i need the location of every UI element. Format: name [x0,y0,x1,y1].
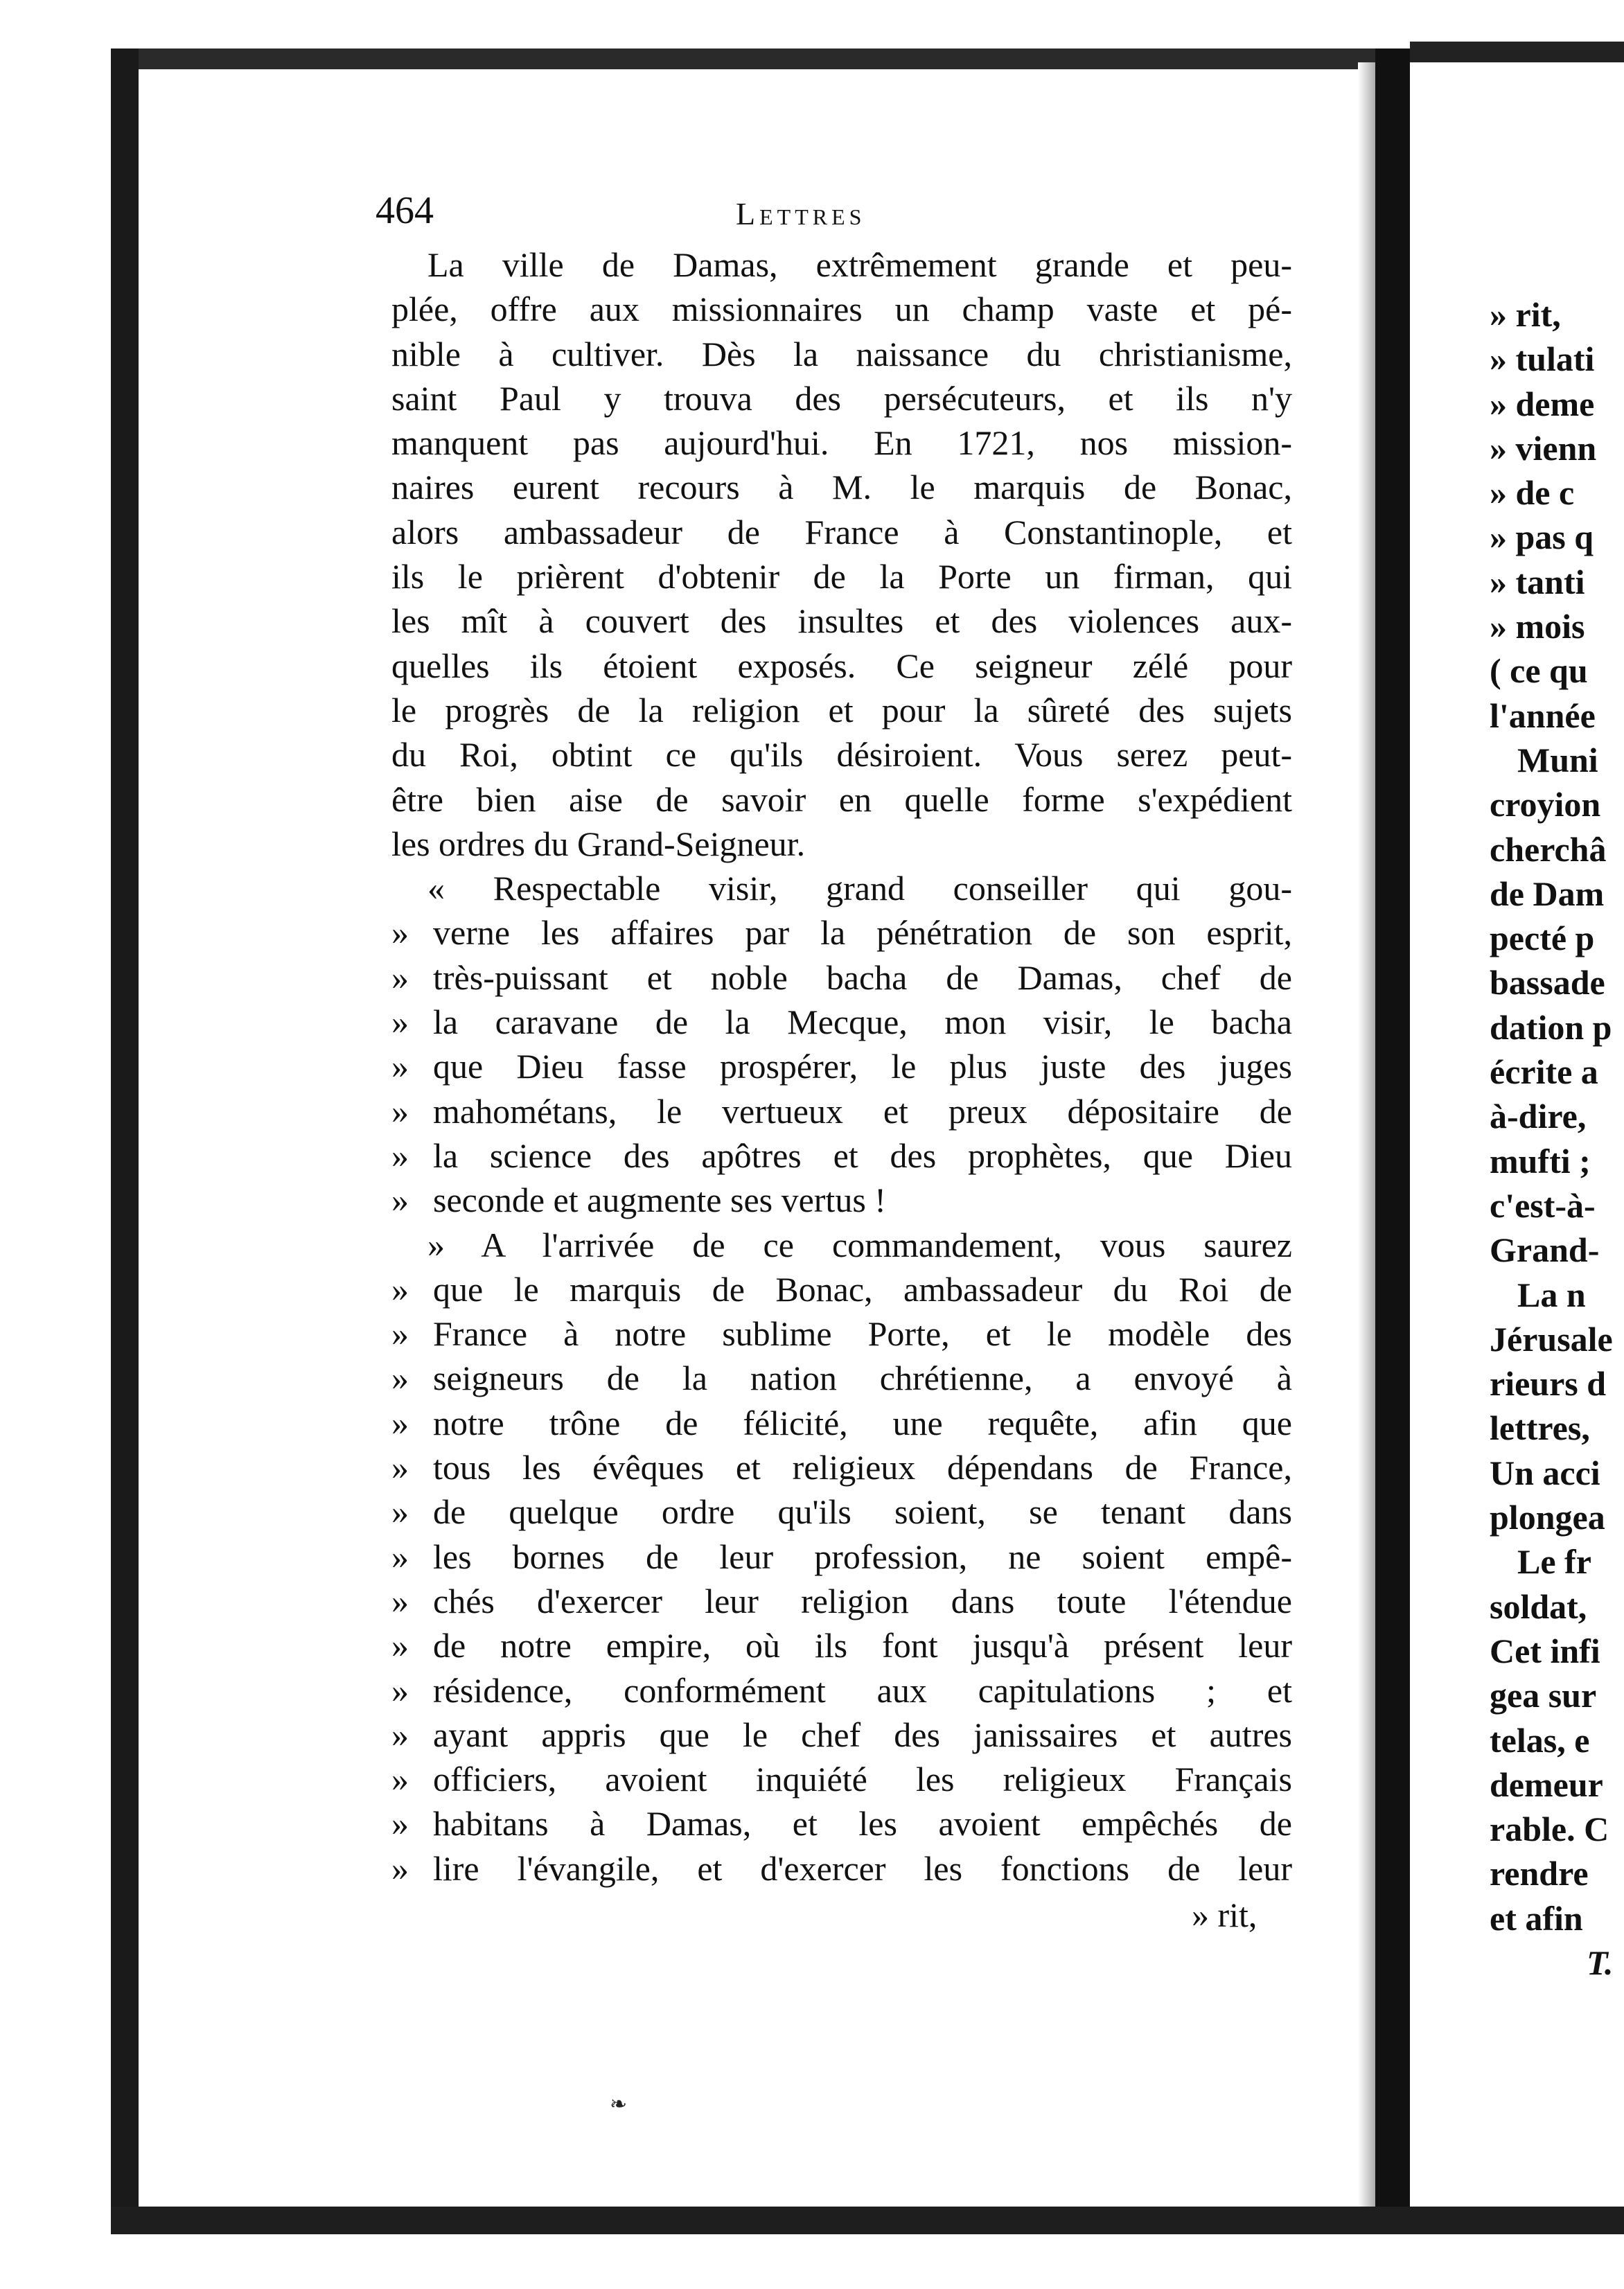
page-header [376,188,1297,244]
ink-mark: ❧ [610,2093,628,2116]
text-line [391,1401,1292,1445]
guillemet: » [391,1135,409,1175]
line-text: tous les évêques et religieux dépendans de France, [433,1448,1292,1487]
guillemet: » [391,913,409,953]
page-number: 464 [376,189,434,232]
text-fragment: plongea [1490,1498,1605,1537]
line-text: la science des apôtres et des prophètes, que Dieu [433,1135,1292,1175]
line-text: de notre empire, où ils font jusqu'à présent leur [433,1626,1292,1665]
right-page-text [1490,292,1624,1985]
text-line: alors ambassadeur de France à Constantinople, et [391,512,1292,551]
text-fragment: lettres, [1490,1408,1590,1448]
right-page [1410,62,1624,2207]
text-line [391,1356,1292,1400]
text-line: les ordres du Grand-Seigneur. [391,824,806,863]
guillemet: » [391,1492,409,1532]
line-text: les bornes de leur profession, ne soient empê- [433,1537,1292,1576]
text-fragment: gea sur [1490,1676,1597,1715]
line-text: la caravane de la Mecque, mon visir, le bacha [433,1002,1292,1042]
line-text: notre trône de félicité, une requête, afin que [433,1403,1292,1442]
guillemet: » [391,1537,409,1576]
text-line [391,1089,1292,1133]
guillemet: » [391,1448,409,1487]
text-fragment: ( ce qu [1490,651,1588,691]
guillemet: » [391,1804,409,1844]
line-text: officiers, avoient inquiété les religieux Français [433,1760,1292,1799]
text-fragment: pecté p [1490,919,1595,958]
guillemet: » [391,1181,409,1220]
text-line [391,1000,1292,1044]
text-line: du Roi, obtint ce qu'ils désiroient. Vous serez peut- [391,735,1292,775]
guillemet: » [391,1269,409,1309]
text-line: naires eurent recours à M. le marquis de Bonac, [391,468,1292,507]
guillemet: » [391,1403,409,1442]
text-fragment: demeur [1490,1765,1603,1804]
signature-fragment: T. [1587,1943,1614,1982]
text-line [391,955,1292,1000]
text-fragment: » mois [1490,607,1585,646]
guillemet: » [391,1626,409,1665]
guillemet: » [391,1091,409,1131]
line-text: lire l'évangile, et d'exercer les fonctions de leur [433,1848,1292,1888]
text-line [391,1713,1292,1757]
guillemet: » [391,1581,409,1620]
text-fragment: Le fr [1517,1542,1591,1582]
guillemet: » [391,1670,409,1710]
text-fragment: bassade [1490,963,1605,1002]
text-fragment: Jérusale [1490,1319,1613,1359]
running-head: Lettres [736,196,866,231]
text-line [391,1579,1292,1623]
line-text: très-puissant et noble bacha de Damas, chef de [433,957,1292,997]
text-line [391,1757,1292,1801]
text-line: manquent pas aujourd'hui. En 1721, nos mission- [391,423,1292,463]
text-line [391,1846,1292,1891]
book-edge-left [111,48,139,2217]
line-text: seconde et augmente ses vertus ! [433,1181,886,1220]
text-fragment: Un acci [1490,1453,1600,1492]
text-fragment: écrite a [1490,1052,1598,1092]
text-fragment: » vienn [1490,428,1597,468]
text-fragment: » rit, [1490,295,1561,334]
text-fragment: et afin [1490,1898,1583,1938]
line-text: ayant appris que le chef des janissaires et autres [433,1715,1292,1754]
catchword: » rit, [1192,1895,1257,1934]
text-line [391,1801,1292,1846]
text-fragment: l'année [1490,696,1596,735]
book-gutter [1375,48,1410,2231]
text-line [391,1044,1292,1088]
text-fragment: La n [1517,1275,1586,1314]
text-line: les mît à couvert des insultes et des violences aux- [391,601,1292,641]
text-fragment: mufti ; [1490,1141,1591,1181]
guillemet: » [391,1314,409,1354]
text-line [391,1133,1292,1178]
guillemet: » [391,1715,409,1754]
book-edge-top [111,48,1400,69]
text-line: La ville de Damas, extrêmement grande et peu- [427,245,1292,284]
line-text: mahométans, le vertueux et preux dépositaire de [433,1091,1292,1131]
text-fragment: Cet infi [1490,1631,1600,1670]
text-line [391,1535,1292,1579]
guillemet: » [391,1760,409,1799]
book-edge-bottom [111,2207,1624,2234]
text-fragment: » deme [1490,384,1595,423]
line-text: de quelque ordre qu'ils soient, se tenant dans [433,1492,1292,1532]
text-fragment: à-dire, [1490,1097,1587,1136]
text-fragment: » tulati [1490,339,1595,379]
text-line: saint Paul y trouva des persécuteurs, et ils n'y [391,378,1292,418]
text-line: être bien aise de savoir en quelle forme s'expédient [391,779,1292,819]
text-fragment: de Dam [1490,874,1605,913]
line-text: habitans à Damas, et les avoient empêchés de [433,1804,1292,1844]
guillemet: » [391,1848,409,1888]
text-line [391,1445,1292,1490]
book-edge-top-right [1410,42,1624,62]
line-text: seigneurs de la nation chrétienne, a envoyé à [433,1359,1292,1398]
text-fragment: rendre [1490,1854,1589,1893]
text-line: » A l'arrivée de ce commandement, vous saurez [427,1225,1292,1264]
text-line [391,1311,1292,1356]
line-text: que Dieu fasse prospérer, le plus juste des juges [433,1047,1292,1086]
text-fragment: telas, e [1490,1720,1590,1760]
text-fragment: c'est-à- [1490,1185,1596,1225]
line-text: verne les affaires par la pénétration de son esprit, [433,913,1292,953]
text-fragment: rable. C [1490,1810,1609,1849]
text-fragment: Grand- [1490,1230,1600,1270]
guillemet: » [391,1359,409,1398]
text-fragment: dation p [1490,1007,1612,1047]
text-fragment: » tanti [1490,562,1585,601]
text-line [391,910,1292,955]
guillemet: » [391,957,409,997]
text-fragment: » pas q [1490,518,1594,557]
text-fragment: Muni [1517,740,1598,779]
guillemet: » [391,1002,409,1042]
line-text: chés d'exercer leur religion dans toute l'étendue [433,1581,1292,1620]
text-line [391,1267,1292,1311]
guillemet: » [391,1047,409,1086]
text-line: « Respectable visir, grand conseiller qui gou- [427,869,1292,908]
text-fragment: » de c [1490,473,1575,513]
line-text: que le marquis de Bonac, ambassadeur du Roi de [433,1269,1292,1309]
text-fragment: rieurs d [1490,1364,1607,1404]
text-fragment: soldat, [1490,1587,1587,1626]
text-line [391,1668,1292,1713]
left-page-text [391,242,1292,1891]
text-line [391,1623,1292,1668]
text-line: le progrès de la religion et pour la sûreté des sujets [391,690,1292,730]
text-line: plée, offre aux missionnaires un champ vaste et pé- [391,290,1292,329]
text-line [391,1490,1292,1534]
line-text: résidence, conformément aux capitulations ; et [433,1670,1292,1710]
text-fragment: croyion [1490,785,1601,824]
text-fragment: cherchâ [1490,829,1607,869]
text-line: nible à cultiver. Dès la naissance du christianisme, [391,334,1292,373]
text-line: quelles ils étoient exposés. Ce seigneur zélé pour [391,646,1292,685]
text-line: ils le prièrent d'obtenir de la Porte un firman, qui [391,557,1292,596]
text-line [391,1178,1292,1222]
line-text: France à notre sublime Porte, et le modèle des [433,1314,1292,1354]
